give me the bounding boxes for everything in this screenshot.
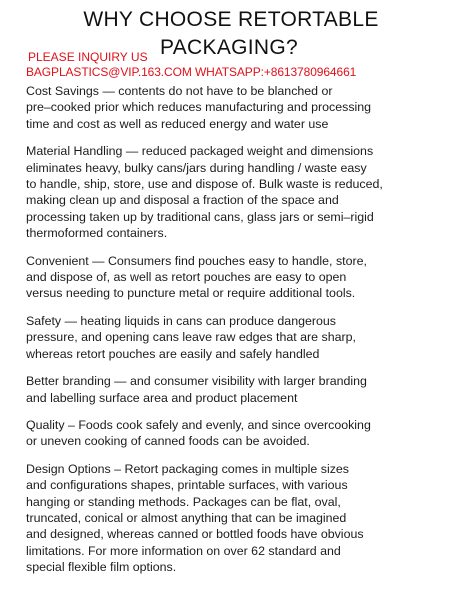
paragraph-line: truncated, conical or almost anything that can be imagined (26, 510, 347, 525)
paragraph-material-handling (26, 143, 446, 241)
paragraph-line: Cost Savings — contents do not have to be blanched or (26, 84, 333, 98)
paragraph-line: Quality – Foods cook safely and evenly, and since overcooking (26, 417, 371, 432)
paragraph-safety (26, 313, 446, 362)
paragraph-line: or uneven cooking of canned foods can be avoided. (26, 434, 310, 449)
paragraph-cost-savings (26, 83, 446, 132)
paragraph-line: whereas retort pouches are easily and safely handled (26, 346, 320, 361)
paragraph-line: special flexible film options. (26, 560, 177, 575)
page-title-line2: PACKAGING? (160, 36, 298, 59)
paragraph-convenient (26, 253, 446, 302)
page-title-line1: WHY CHOOSE RETORTABLE (83, 8, 379, 31)
paragraph-line: thermoformed containers. (26, 226, 168, 241)
paragraph-line: versus needing to puncture metal or require additional tools. (26, 286, 356, 301)
paragraph-line: Material Handling — reduced packaged weight and dimensions (26, 144, 374, 159)
paragraph-line: and designed, whereas canned or bottled foods have obvious (26, 527, 364, 542)
paragraph-line: Safety — heating liquids in cans can produce dangerous (26, 313, 336, 328)
paragraph-line: hanging or standing methods. Packages can be flat, oval, (26, 494, 341, 509)
paragraph-line: pressure, and opening cans leave raw edges that are sharp, (26, 330, 356, 345)
paragraph-line: time and cost as well as reduced energy and water use (26, 116, 329, 131)
paragraph-line: processing taken up by traditional cans, glass jars or semi–rigid (26, 209, 374, 224)
paragraph-better-branding (26, 373, 446, 406)
paragraph-line: and dispose of, as well as retort pouches are easy to open (26, 270, 347, 285)
paragraph-line: eliminates heavy, bulky cans/jars during handling / waste easy (26, 160, 367, 175)
paragraph-line: Convenient — Consumers find pouches easy to handle, store, (26, 253, 367, 268)
paragraph-line: making clean up and disposal a fraction of the space and (26, 193, 339, 208)
content-body (26, 83, 446, 587)
paragraph-quality (26, 417, 446, 450)
paragraph-line: to handle, ship, store, use and dispose of. Bulk waste is reduced, (26, 177, 383, 192)
paragraph-line: Design Options – Retort packaging comes in multiple sizes (26, 461, 349, 476)
inquiry-notice: PLEASE INQUIRY US (28, 50, 148, 64)
contact-info: BAGPLASTICS@VIP.163.COM WHATSAPP:+8613780964661 (26, 65, 357, 79)
paragraph-line: and configurations shapes, printable surfaces, with various (26, 478, 348, 493)
paragraph-design-options (26, 461, 446, 576)
paragraph-line: limitations. For more information on over 62 standard and (26, 543, 341, 558)
paragraph-line: and labelling surface area and product placement (26, 390, 298, 405)
paragraph-line: Better branding — and consumer visibility with larger branding (26, 374, 367, 389)
paragraph-line: pre–cooked prior which reduces manufacturing and processing (26, 100, 372, 115)
